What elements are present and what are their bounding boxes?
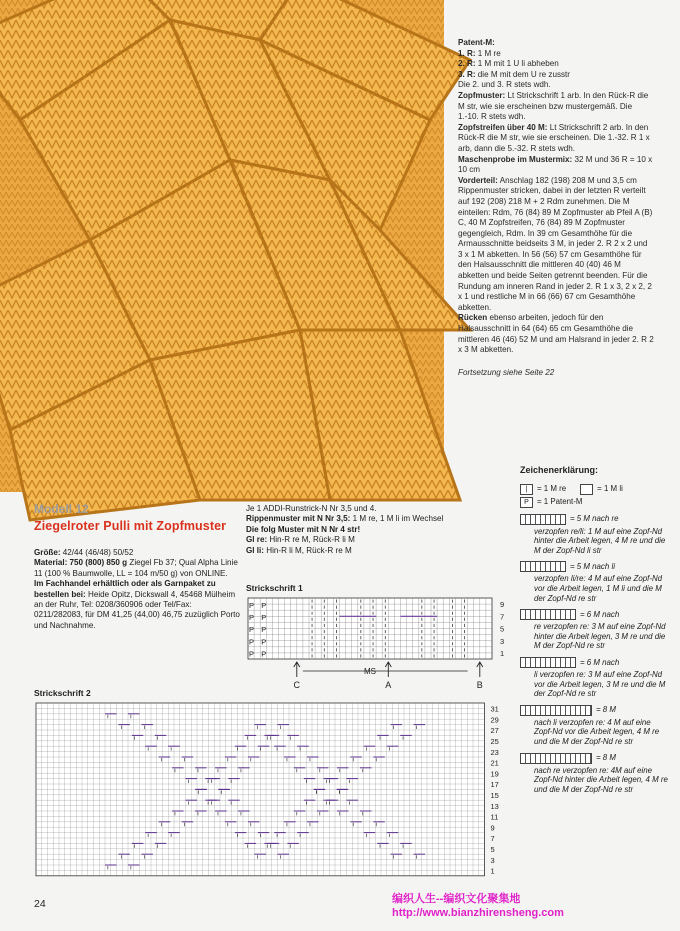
patent-symbol-icon: P	[520, 497, 533, 508]
model-title: Ziegelroter Pulli mit Zopfmuster	[34, 519, 227, 533]
cable-knit-photo	[0, 0, 444, 492]
cable-6-right-icon	[520, 609, 576, 620]
needles-line: Je 1 ADDI-Runstrick-N Nr 3,5 und 4.	[246, 504, 377, 513]
chart2-row-number: 3	[490, 855, 495, 865]
arrow-icon	[294, 662, 300, 677]
chart1-title: Strickschrift 1	[246, 583, 303, 593]
chart1-row-number: 7	[500, 612, 505, 622]
chart2-row-number: 9	[490, 823, 495, 833]
chart2-row-number: 17	[490, 780, 499, 790]
model-header	[34, 502, 234, 533]
patent-row-3: 3. R: die M mit dem U re zusstr	[458, 69, 570, 79]
chart2-title: Strickschrift 2	[34, 688, 91, 698]
legend-item-3: = 6 M nach	[520, 609, 670, 620]
legend-desc-6: nach re verzopfen re: 4M auf eine Zopf-Nd hinter die Arbeit legen, 4 M re und die M der Zopf-Nd re str	[534, 765, 668, 794]
gl-li-line: Gl li: Hin-R li M, Rück-R re M	[246, 545, 352, 555]
arrow-icon	[477, 662, 483, 677]
chart2-row-number: 19	[490, 769, 499, 779]
fachhandel-line: Im Fachhandel erhältlich oder als Garnpaket zu bestellen bei: Heide Opitz, Dickswall 4, 45468 Mülheim an der Ruhr, Tel: 0208/360906 oder Tel/Fax: 0211/282083, für DM 41,25 (44,00) 46,75 zuzüglich Porto und Nachnahme.	[34, 579, 240, 630]
patent-stitch-label: P	[249, 625, 255, 635]
legend-patent-row: P = 1 Patent-M	[520, 497, 670, 508]
patent-stitch-label: P	[249, 612, 255, 622]
watermark-line-2: http://www.bianzhirensheng.com	[392, 907, 564, 919]
chart2-row-number: 23	[490, 747, 499, 757]
knit-symbol-icon: |	[520, 484, 533, 495]
chart2-row-number: 1	[490, 866, 495, 876]
arrow-label: C	[293, 680, 301, 690]
instructions-right	[458, 38, 654, 378]
patent-stitch-label: P	[249, 637, 255, 647]
chart2-row-number: 7	[490, 834, 495, 844]
legend-item-5: = 8 M	[520, 705, 670, 716]
chart2-row-number: 15	[490, 791, 499, 801]
zopfmuster-paragraph: Zopfmuster: Lt Strickschrift 1 arb. In den Rück-R die M str, wie sie erscheinen bzw mustergemäß. Die 1.-10. R stets wdh.	[458, 90, 649, 122]
chart1-row-number: 5	[500, 624, 505, 634]
model-number: Modell 12	[34, 502, 89, 516]
legend-desc-1: verzopfen re/li: 1 M auf eine Zopf-Nd hinter die Arbeit legen, 4 M re und die M der Zopf-Nd li str	[534, 526, 666, 555]
purl-symbol-icon	[580, 484, 593, 495]
legend-desc-4: li verzopfen re: 3 M auf eine Zopf-Nd vor die Arbeit legen, 3 M re und die M der Zopf-Nd re str	[534, 669, 666, 699]
legend-desc-5: nach li verzopfen re: 4 M auf eine Zopf-Nd vor die Arbeit legen, 4 M re und die M der Zopf-Nd re str	[534, 717, 660, 746]
cable-8-left-icon	[520, 705, 592, 716]
chart2-row-number: 31	[490, 704, 499, 714]
legend-title: Zeichenerklärung:	[520, 465, 599, 475]
material-line: Material: 750 (800) 850 g Ziegel Fb 37; Qual Alpha Linie 11 (100 % Baumwolle, LL = 104 m/50 g) von ONLINE.	[34, 558, 238, 578]
groesse-line: Größe: 42/44 (46/48) 50/52	[34, 548, 134, 557]
cable-6-left-icon	[520, 657, 576, 668]
legend-desc-2: verzopfen li/re: 4 M auf eine Zopf-Nd vor die Arbeit legen, 1 M li und die M der Zopf-Nd re str	[534, 574, 663, 603]
chart2-row-number: 11	[490, 812, 499, 822]
cable-5-right-icon	[520, 514, 566, 525]
cable-5-left-icon	[520, 561, 566, 572]
patent-stitch-label: P	[249, 649, 255, 659]
materials-text	[34, 548, 242, 631]
arrow-label: A	[385, 680, 392, 690]
patent-row-1: 1. R: 1 M re	[458, 48, 501, 58]
chart2-grid	[34, 701, 514, 883]
fortsetzung-note: Fortsetzung siehe Seite 22	[458, 367, 555, 377]
patent-row-2: 2. R: 1 M mit 1 U li abheben	[458, 59, 559, 69]
chart2-row-number: 21	[490, 758, 499, 768]
chart2-row-number: 27	[490, 726, 499, 736]
legend-desc-3: re verzopfen re: 3 M auf eine Zopf-Nd hinter die Arbeit legen, 3 M re und die M der Zopf-Nd re str	[534, 622, 666, 651]
chart2-row-number: 29	[490, 715, 499, 725]
legend-item-2: = 5 M nach li	[520, 561, 670, 572]
chart1-row-number: 1	[500, 648, 505, 658]
cable-8-right-icon	[520, 753, 592, 764]
legend	[520, 466, 670, 800]
arrow-label: B	[476, 680, 483, 690]
zopfstreifen-paragraph: Zopfstreifen über 40 M: Lt Strickschrift 2 arb. In den Rück-R die M str, wie sie erscheinen. Die 1.-32. R 1 x arb, dann die 5.-32. R stets wdh.	[458, 122, 650, 153]
legend-item-4: = 6 M nach	[520, 657, 670, 668]
vorderteil-paragraph: Vorderteil: Anschlag 182 (198) 208 M und 3,5 cm Rippenmuster stricken, dabei in der letzten R verteilt auf 192 (208) 218 M + 2 Rdm zunehmen. Die M einteilen: Rdm, 76 (84) 89 M Zopfmuster ab Pfeil A (B) C, 40 M Zopfstreifen, 76 (84) 89 M Zopfmuster gegengleich, Rdm. In 39 cm Gesamthöhe für die Armausschnitte beidseits 3 M, in jeder 2. R 2 x 2 und 3 x 1 M abketten. In 56 (56) 57 cm Gesamthöhe für den Halsausschnitt die mittleren 40 (40) 46 M abketten und beide Seiten getrennt beenden. Für die Rundung am inneren Rand in jeder 2. R 1 x 3, 2 x 2, 2 x 1 und restliche M in 66 (66) 67 cm Gesamthöhe abketten.	[458, 175, 653, 312]
ruecken-paragraph: Rücken ebenso arbeiten, jedoch für den Halsausschnitt in 64 (64) 65 cm Gesamthöhe die mittleren 46 (46) 52 M und am Halsrand in jeder 2. R 2 x 3 M abketten.	[458, 313, 654, 355]
legend-item-6: = 8 M	[520, 753, 670, 764]
chart1-row-number: 3	[500, 636, 505, 646]
page-number: 24	[34, 898, 46, 910]
chart2-row-number: 25	[490, 737, 499, 747]
patent-stitch-label: P	[261, 600, 267, 610]
patent-stitch-label: P	[261, 612, 267, 622]
chart2-row-number: 5	[490, 845, 495, 855]
rippenmuster-line: Rippenmuster mit N Nr 3,5: 1 M re, 1 M li im Wechsel	[246, 514, 444, 524]
maschenprobe-paragraph: Maschenprobe im Mustermix: 32 M und 36 R = 10 x 10 cm	[458, 154, 653, 175]
chart2-row-number: 13	[490, 801, 499, 811]
needles-text	[246, 504, 476, 556]
arrow-icon	[385, 662, 391, 677]
chart1-row-number: 9	[500, 600, 505, 610]
patent-stitch-label: P	[261, 649, 267, 659]
ms-label: MS	[364, 667, 376, 676]
patent-stitch-label: P	[261, 625, 267, 635]
legend-re-li-row: | = 1 M re = 1 M li	[520, 484, 670, 495]
legend-item-1: = 5 M nach re	[520, 514, 670, 525]
watermark-line-1: 编织人生--编织文化聚集地	[392, 893, 521, 905]
gl-re-line: Gl re: Hin-R re M, Rück-R li M	[246, 535, 355, 545]
patent-title: Patent-M:	[458, 38, 495, 47]
patent-repeat: Die 2. und 3. R stets wdh.	[458, 80, 551, 90]
chart1-grid	[246, 596, 506, 690]
folg-muster-line: Die folg Muster mit N Nr 4 str!	[246, 524, 361, 534]
patent-stitch-label: P	[249, 600, 255, 610]
patent-stitch-label: P	[261, 637, 267, 647]
